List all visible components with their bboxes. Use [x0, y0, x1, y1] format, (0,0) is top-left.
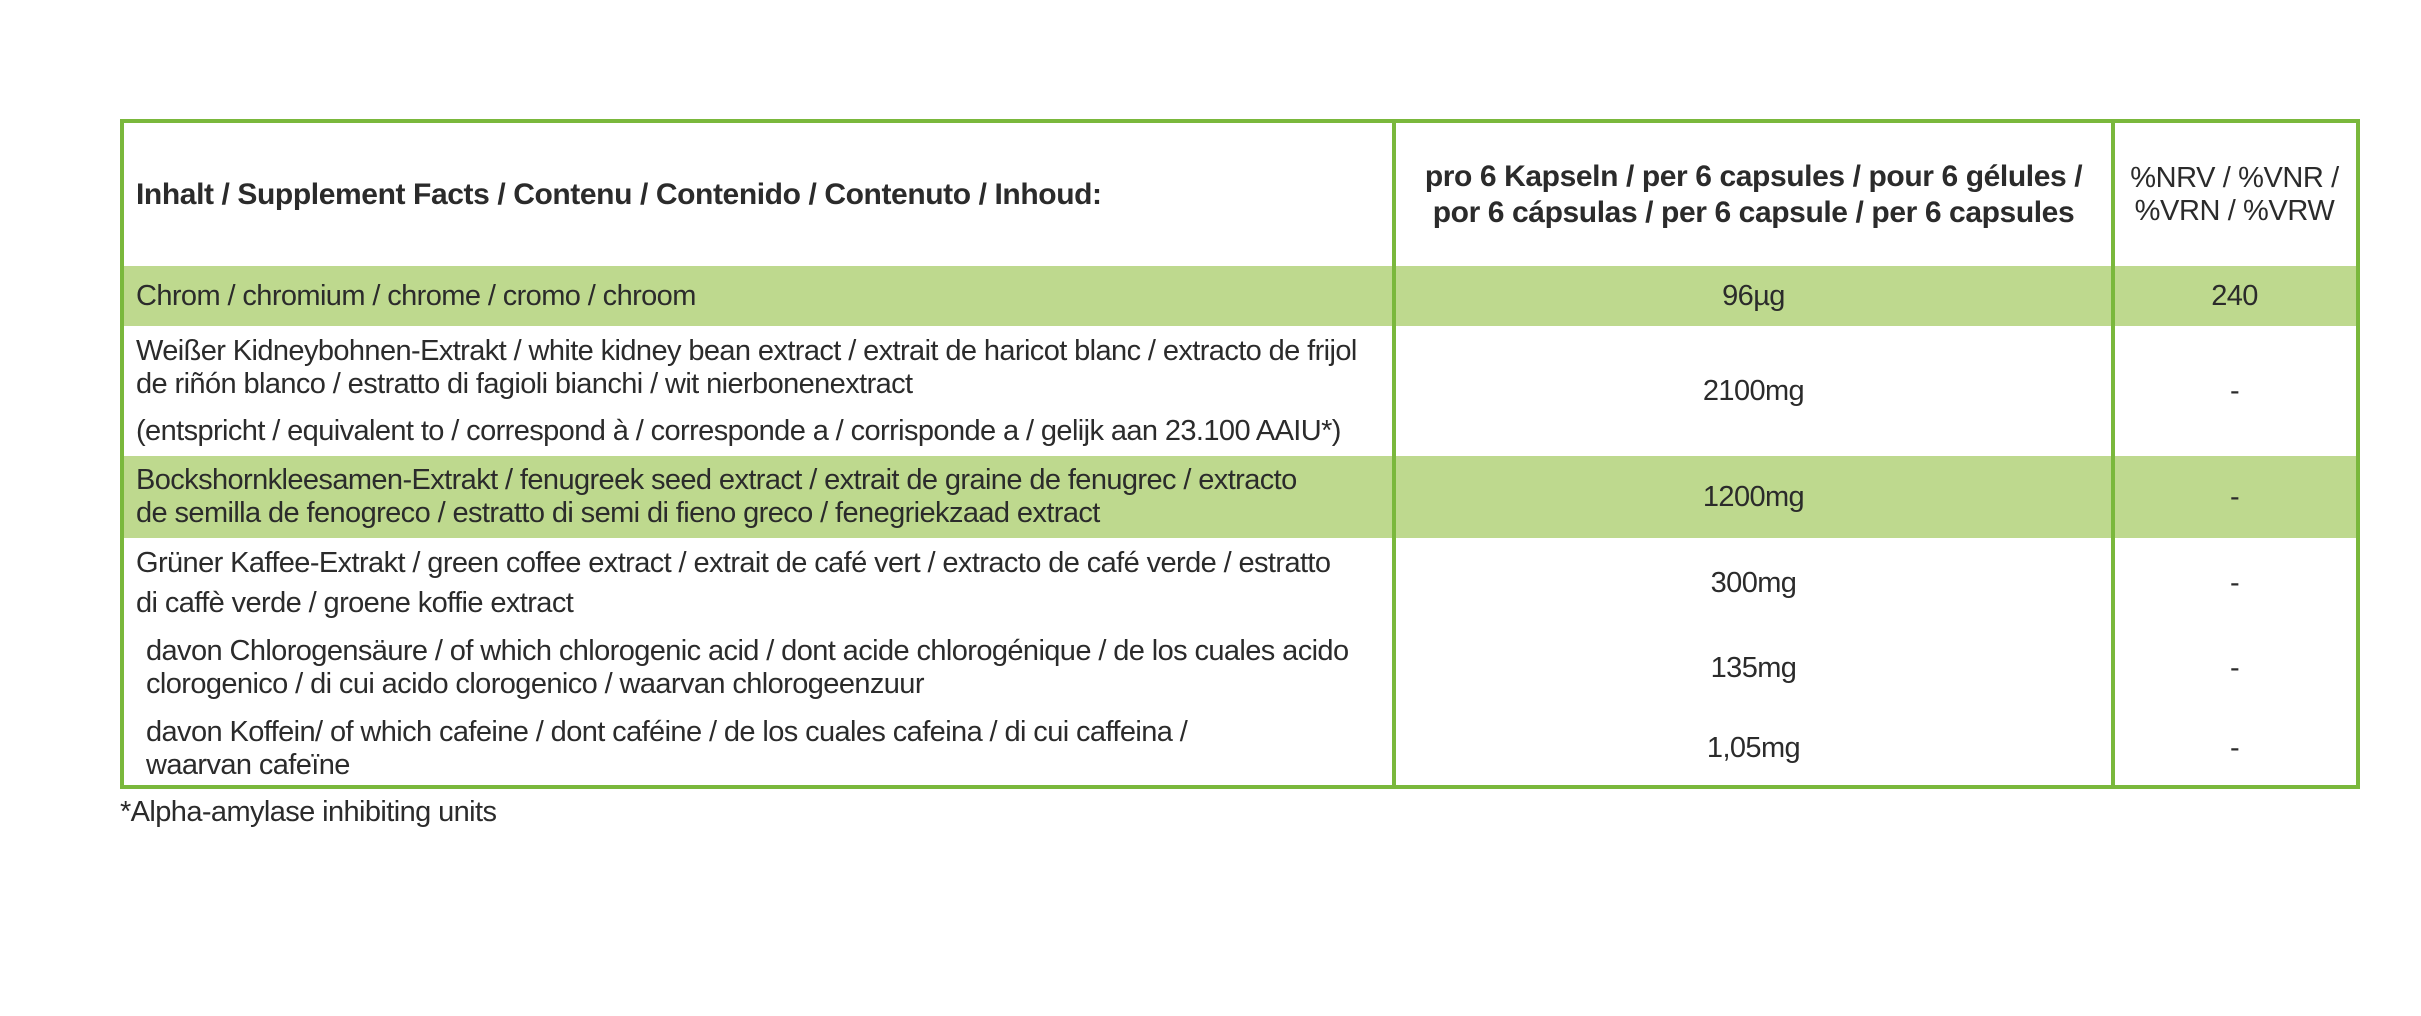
ingredient-note: (entspricht / equivalent to / correspond à / corresponde a / corrisponde a / gelijk aan 23.100 AAIU*): [136, 414, 1341, 447]
table-row: [124, 456, 2356, 538]
ingredient-nrv: 240: [2211, 279, 2258, 312]
table-row: [124, 266, 2356, 326]
nrv-cell: [2113, 456, 2356, 538]
amount-cell: [1394, 708, 2113, 789]
amount-cell: [1394, 326, 2113, 456]
header-content-cell: [124, 123, 1394, 266]
table-row: [124, 326, 2356, 456]
ingredient-nrv: -: [2229, 651, 2240, 684]
supplement-facts-table: [120, 119, 2360, 789]
amount-cell: [1394, 266, 2113, 326]
ingredient-amount: 96µg: [1722, 279, 1785, 312]
ingredient-name: Chrom / chromium / chrome / cromo / chroom: [136, 279, 696, 312]
header-nrv-cell: [2113, 123, 2356, 266]
nrv-cell: [2113, 628, 2356, 708]
nrv-cell: [2113, 538, 2356, 628]
table-row: [124, 538, 2356, 628]
column-divider: [2111, 123, 2115, 785]
header-amount-cell: [1394, 123, 2113, 266]
amount-cell: [1394, 538, 2113, 628]
ingredient-nrv: -: [2229, 374, 2240, 407]
ingredient-amount: 135mg: [1710, 651, 1797, 684]
ingredient-cell: [124, 266, 1394, 326]
ingredient-cell: [124, 708, 1394, 789]
ingredient-amount: 300mg: [1710, 566, 1797, 599]
column-divider: [1392, 123, 1396, 785]
table-row: [124, 708, 2356, 789]
ingredient-nrv: -: [2229, 566, 2240, 599]
nrv-cell: [2113, 708, 2356, 789]
ingredient-name: davon Koffein/ of which cafeine / dont caféine / de los cuales cafeina / di cui caffeina / waarvan cafeïne: [146, 715, 1188, 781]
ingredient-name: Grüner Kaffee-Extrakt / green coffee extract / extrait de café vert / extracto de café verde / estratto di caffè verde / groene koffie extract: [136, 547, 1331, 619]
ingredient-cell: [124, 628, 1394, 708]
header-nrv-label: %NRV / %VNR / %VRN / %VRW: [2130, 161, 2339, 227]
nrv-cell: [2113, 326, 2356, 456]
amount-cell: [1394, 456, 2113, 538]
ingredient-name: Bockshornkleesamen-Extrakt / fenugreek seed extract / extrait de graine de fenugrec / extracto de semilla de fenogreco / estratto di semi di fieno greco / fenegriekzaad extract: [136, 464, 1297, 529]
ingredient-nrv: -: [2229, 480, 2240, 513]
amount-cell: [1394, 628, 2113, 708]
header-content-label: Inhalt / Supplement Facts / Contenu / Contenido / Contenuto / Inhoud:: [136, 177, 1102, 211]
ingredient-name: davon Chlorogensäure / of which chlorogenic acid / dont acide chlorogénique / de los cuales acido clorogenico / di cui acido clorogenico / waarvan chlorogeenzuur: [146, 635, 1349, 700]
footnote: *Alpha-amylase inhibiting units: [120, 796, 497, 828]
ingredient-amount: 1,05mg: [1706, 732, 1801, 764]
ingredient-amount: 2100mg: [1702, 374, 1805, 407]
table-row: [124, 628, 2356, 708]
header-amount-label: pro 6 Kapseln / per 6 capsules / pour 6 gélules / por 6 cápsulas / per 6 capsule / per 6 capsules: [1424, 159, 2083, 229]
nrv-cell: [2113, 266, 2356, 326]
ingredient-cell: [124, 456, 1394, 538]
ingredient-cell: [124, 538, 1394, 628]
table-header-row: [124, 123, 2356, 266]
ingredient-name: Weißer Kidneybohnen-Extrakt / white kidney bean extract / extrait de haricot blanc / extracto de frijol de riñón blanco / estratto di fagioli bianchi / wit nierbonenextract: [136, 334, 1357, 400]
ingredient-cell: [124, 326, 1394, 456]
ingredient-nrv: -: [2229, 732, 2240, 764]
ingredient-amount: 1200mg: [1702, 480, 1805, 513]
